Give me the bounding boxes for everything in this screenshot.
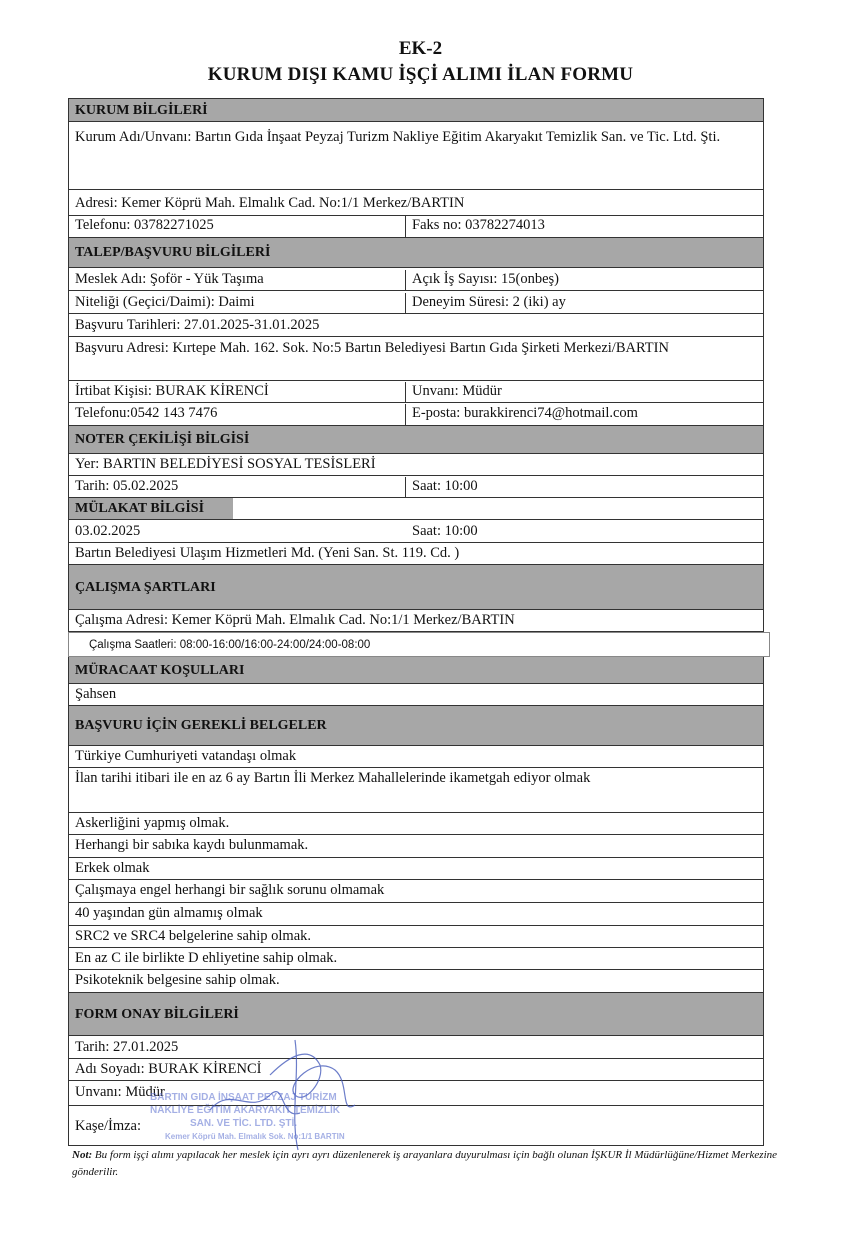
svg-text:NAKLİYE EĞİTİM AKARYAKIT TEMİZ: NAKLİYE EĞİTİM AKARYAKIT TEMİZLİK bbox=[150, 1105, 340, 1116]
calisma-adresi: Çalışma Adresi: Kemer Köprü Mah. Elmalık Cad. No:1/1 Merkez/BARTIN bbox=[68, 610, 764, 632]
mulakat-saat: Saat: 10:00 bbox=[412, 523, 478, 539]
noter-tarih: Tarih: 05.02.2025 bbox=[69, 477, 406, 497]
belge-item: SRC2 ve SRC4 belgelerine sahip olmak. bbox=[68, 926, 764, 948]
irtibat-telefon: Telefonu:0542 143 7476 bbox=[69, 404, 406, 425]
belge-item: Çalışmaya engel herhangi bir sağlık sorunu olmamak bbox=[68, 880, 764, 903]
section-mulakat-header: MÜLAKAT BİLGİSİ bbox=[69, 498, 233, 519]
onay-tarih: Tarih: 27.01.2025 bbox=[68, 1036, 764, 1059]
kurum-address: Adresi: Kemer Köprü Mah. Elmalık Cad. No:1/1 Merkez/BARTIN bbox=[68, 190, 764, 216]
mulakat-tarih: 03.02.2025 bbox=[75, 523, 141, 539]
niteligi: Niteliği (Geçici/Daimi): Daimi bbox=[69, 293, 406, 313]
talep-row-irtibat bbox=[68, 381, 764, 403]
svg-text:Kemer Köprü Mah. Elmalık Sok.: Kemer Köprü Mah. Elmalık Sok. No:1/1 BARTIN bbox=[165, 1132, 345, 1141]
kurum-fax: Faks no: 03782274013 bbox=[412, 217, 545, 233]
kurum-name: Kurum Adı/Unvanı: Bartın Gıda İnşaat Peyzaj Turizm Nakliye Eğitim Akaryakıt Temizlik San. ve Tic. Ltd. Şti. bbox=[68, 122, 764, 190]
note-label: Not: bbox=[72, 1149, 93, 1161]
basvuru-tarihleri: Başvuru Tarihleri: 27.01.2025-31.01.2025 bbox=[68, 314, 764, 337]
section-mulakat-header-row bbox=[68, 498, 764, 520]
muracaat-value: Şahsen bbox=[68, 684, 764, 706]
belge-item: Erkek olmak bbox=[68, 858, 764, 880]
svg-text:BARTIN GIDA İNŞAAT PEYZAJ TURİ: BARTIN GIDA İNŞAAT PEYZAJ TURİZM bbox=[150, 1092, 337, 1103]
talep-row-iletisim bbox=[68, 403, 764, 426]
section-talep-header: TALEP/BAŞVURU BİLGİLERİ bbox=[68, 238, 764, 268]
talep-row-1 bbox=[68, 268, 764, 291]
doc-annex-label: EK-2 bbox=[398, 38, 443, 59]
irtibat-unvan: Unvanı: Müdür bbox=[412, 383, 502, 399]
stamp-signature-icon bbox=[120, 1035, 380, 1155]
section-noter-header: NOTER ÇEKİLİŞİ BİLGİSİ bbox=[68, 426, 764, 454]
note-text: Bu form işçi alımı yapılacak her meslek için ayrı ayrı düzenlenerek iş arayanlara duyurulması için bağlı olunan İŞKUR İl Müdürlüğüne/Hizmet Merkezine gönderilir. bbox=[72, 1149, 778, 1178]
belge-item: Askerliğini yapmış olmak. bbox=[68, 813, 764, 835]
basvuru-adresi: Başvuru Adresi: Kırtepe Mah. 162. Sok. No:5 Bartın Belediyesi Bartın Gıda Şirketi Merkezi/BARTIN bbox=[68, 337, 764, 381]
section-belgeler-header: BAŞVURU İÇİN GEREKLİ BELGELER bbox=[68, 706, 764, 746]
talep-row-2 bbox=[68, 291, 764, 314]
meslek-adi: Meslek Adı: Şoför - Yük Taşıma bbox=[69, 270, 406, 290]
onay-adsoyad: Adı Soyadı: BURAK KİRENCİ bbox=[68, 1059, 764, 1081]
svg-text:SAN. VE TİC. LTD. ŞTİ.: SAN. VE TİC. LTD. ŞTİ. bbox=[190, 1118, 298, 1129]
footer-note bbox=[72, 1147, 782, 1181]
belge-item: Herhangi bir sabıka kaydı bulunmamak. bbox=[68, 835, 764, 858]
mulakat-yer: Bartın Belediyesi Ulaşım Hizmetleri Md. (Yeni San. St. 119. Cd. ) bbox=[68, 543, 764, 565]
section-onay-header: FORM ONAY BİLGİLERİ bbox=[68, 993, 764, 1036]
belge-item: Psikoteknik belgesine sahip olmak. bbox=[68, 970, 764, 993]
belge-item: 40 yaşından gün almamış olmak bbox=[68, 903, 764, 926]
noter-saat: Saat: 10:00 bbox=[412, 478, 478, 494]
belge-item: En az C ile birlikte D ehliyetine sahip olmak. bbox=[68, 948, 764, 970]
noter-yer: Yer: BARTIN BELEDİYESİ SOSYAL TESİSLERİ bbox=[68, 454, 764, 476]
irtibat-eposta: E-posta: burakkirenci74@hotmail.com bbox=[412, 405, 638, 421]
onay-kase-imza: Kaşe/İmza: bbox=[68, 1106, 764, 1146]
doc-title: KURUM DIŞI KAMU İŞÇİ ALIMI İLAN FORMU bbox=[207, 64, 634, 85]
acik-is-sayisi: Açık İş Sayısı: 15(onbeş) bbox=[412, 271, 559, 287]
section-calisma-header: ÇALIŞMA ŞARTLARI bbox=[68, 565, 764, 610]
section-kurum-header: KURUM BİLGİLERİ bbox=[68, 98, 764, 122]
mulakat-row-tarih bbox=[68, 520, 764, 543]
irtibat-kisisi: İrtibat Kişisi: BURAK KİRENCİ bbox=[69, 382, 406, 402]
kurum-phone: Telefonu: 03782271025 bbox=[69, 216, 406, 237]
belge-item: İlan tarihi itibari ile en az 6 ay Bartın İli Merkez Mahallelerinde ikametgah ediyor olmak bbox=[68, 768, 764, 813]
belge-item: Türkiye Cumhuriyeti vatandaşı olmak bbox=[68, 746, 764, 768]
section-muracaat-header: MÜRACAAT KOŞULLARI bbox=[68, 657, 764, 684]
deneyim-suresi: Deneyim Süresi: 2 (iki) ay bbox=[412, 294, 566, 310]
noter-row-tarih bbox=[68, 476, 764, 498]
kurum-contact-row bbox=[68, 216, 764, 238]
onay-unvan: Unvanı: Müdür bbox=[68, 1081, 764, 1106]
calisma-saatleri: Çalışma Saatleri: 08:00-16:00/16:00-24:00/24:00-08:00 bbox=[68, 632, 770, 657]
